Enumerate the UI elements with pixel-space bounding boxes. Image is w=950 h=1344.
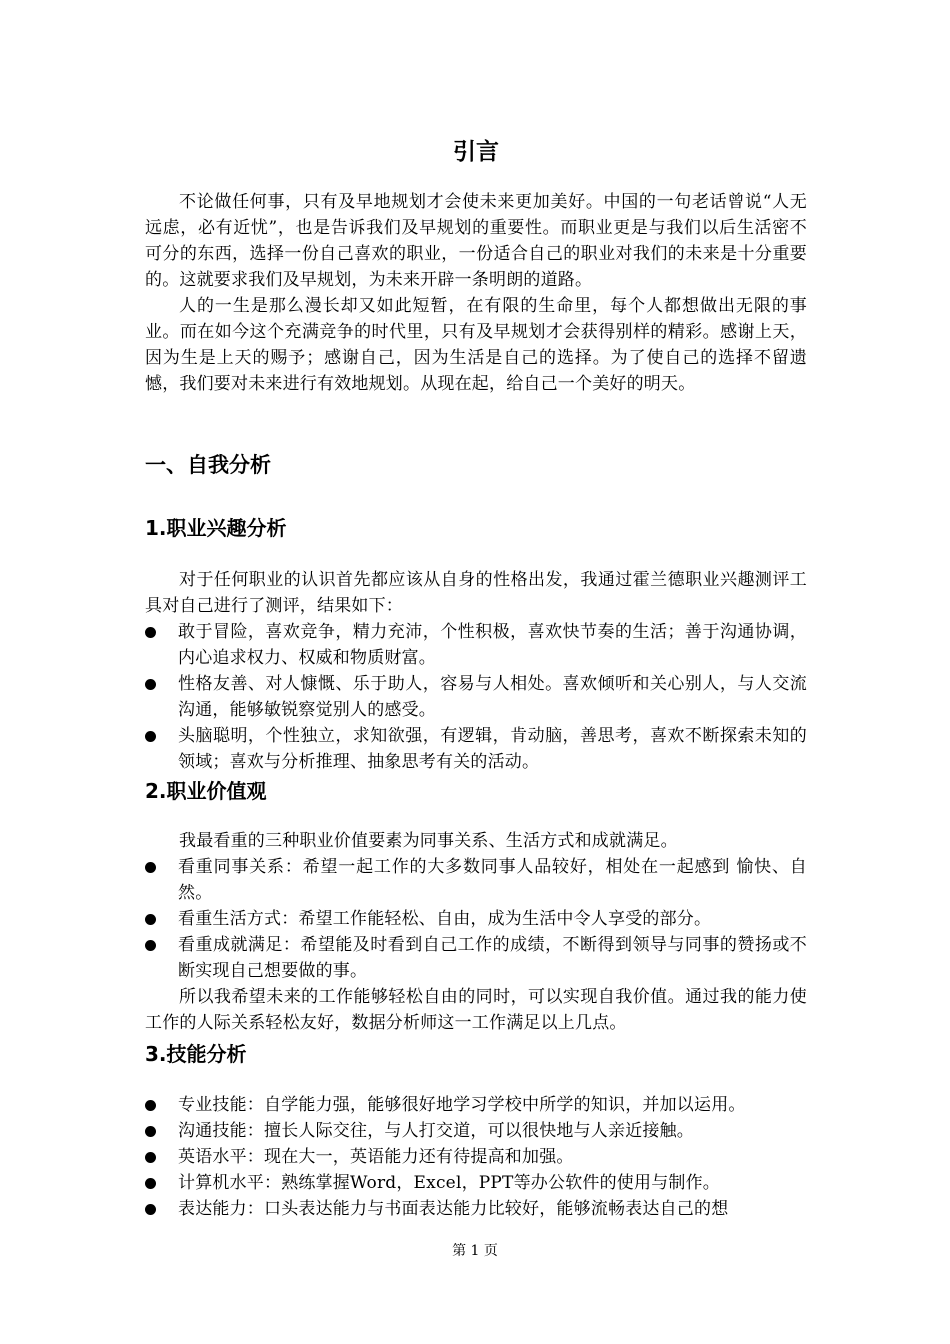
list-item: 敢于冒险，喜欢竞争，精力充沛，个性积极，喜欢快节奏的生活；善于沟通协调，内心追求权力、权威和物质财富。 bbox=[145, 619, 807, 671]
list-item: 头脑聪明，个性独立，求知欲强，有逻辑，肯动脑，善思考，喜欢不断探索未知的领域；喜欢与分析推理、抽象思考有关的活动。 bbox=[145, 723, 807, 775]
list-item: 看重生活方式：希望工作能轻松、自由，成为生活中令人享受的部分。 bbox=[145, 906, 807, 932]
values-section bbox=[145, 828, 807, 1036]
bullet-icon bbox=[145, 1100, 156, 1111]
skills-section bbox=[145, 1092, 807, 1222]
intro-section bbox=[145, 189, 807, 397]
values-intro: 我最看重的三种职业价值要素为同事关系、生活方式和成就满足。 bbox=[179, 831, 678, 851]
bullet-icon bbox=[145, 1152, 156, 1163]
list-item: 专业技能：自学能力强，能够很好地学习学校中所学的知识，并加以运用。 bbox=[145, 1092, 807, 1118]
intro-paragraph-1: 不论做任何事，只有及早地规划才会使未来更加美好。中国的一句老话曾说“人无远虑，必有近忧”，也是告诉我们及早规划的重要性。而职业更是与我们以后生活密不可分的东西，选择一份自己喜欢的职业，一份适合自己的职业对我们的未来是十分重要的。这就要求我们及早规划，为未来开辟一条明朗的道路。 bbox=[145, 192, 807, 290]
list-item: 看重同事关系：希望一起工作的大多数同事人品较好，相处在一起感到 愉快、自然。 bbox=[145, 854, 807, 906]
list-item: 看重成就满足：希望能及时看到自己工作的成绩，不断得到领导与同事的赞扬或不断实现自己想要做的事。 bbox=[145, 932, 807, 984]
bullet-icon bbox=[145, 1178, 156, 1189]
list-item: 性格友善、对人慷慨、乐于助人，容易与人相处。喜欢倾听和关心别人，与人交流沟通，能够敏锐察觉别人的感受。 bbox=[145, 671, 807, 723]
subheading-values: 2.职业价值观 bbox=[145, 779, 267, 803]
bullet-icon bbox=[145, 627, 156, 638]
page-number-footer: 第 1 页 bbox=[452, 1243, 498, 1259]
section-heading-self-analysis: 一、自我分析 bbox=[145, 453, 271, 477]
skills-bullet-list bbox=[145, 1092, 807, 1222]
interest-bullet-list bbox=[145, 619, 807, 775]
list-item: 表达能力：口头表达能力与书面表达能力比较好，能够流畅表达自己的想 bbox=[145, 1196, 807, 1222]
list-item: 计算机水平：熟练掌握Word，Excel，PPT等办公软件的使用与制作。 bbox=[145, 1170, 807, 1196]
bullet-icon bbox=[145, 914, 156, 925]
values-bullet-list bbox=[145, 854, 807, 984]
interest-section bbox=[145, 567, 807, 775]
list-item: 沟通技能：擅长人际交往，与人打交道，可以很快地与人亲近接触。 bbox=[145, 1118, 807, 1144]
bullet-icon bbox=[145, 1204, 156, 1215]
interest-intro: 对于任何职业的认识首先都应该从自身的性格出发，我通过霍兰德职业兴趣测评工具对自己进行了测评，结果如下： bbox=[145, 570, 807, 616]
values-conclusion: 所以我希望未来的工作能够轻松自由的同时，可以实现自我价值。通过我的能力使工作的人际关系轻松友好，数据分析师这一工作满足以上几点。 bbox=[145, 987, 807, 1033]
bullet-icon bbox=[145, 731, 156, 742]
intro-paragraph-2: 人的一生是那么漫长却又如此短暂，在有限的生命里，每个人都想做出无限的事业。而在如今这个充满竞争的时代里，只有及早规划才会获得别样的精彩。感谢上天，因为生是上天的赐予；感谢自己，因为生活是自己的选择。为了使自己的选择不留遗憾，我们要对未来进行有效地规划。从现在起，给自己一个美好的明天。 bbox=[145, 296, 807, 394]
bullet-icon bbox=[145, 940, 156, 951]
subheading-interest: 1.职业兴趣分析 bbox=[145, 516, 287, 540]
page-title: 引言 bbox=[453, 139, 499, 165]
subheading-skills: 3.技能分析 bbox=[145, 1042, 247, 1066]
bullet-icon bbox=[145, 679, 156, 690]
list-item: 英语水平：现在大一，英语能力还有待提高和加强。 bbox=[145, 1144, 807, 1170]
bullet-icon bbox=[145, 862, 156, 873]
bullet-icon bbox=[145, 1126, 156, 1137]
